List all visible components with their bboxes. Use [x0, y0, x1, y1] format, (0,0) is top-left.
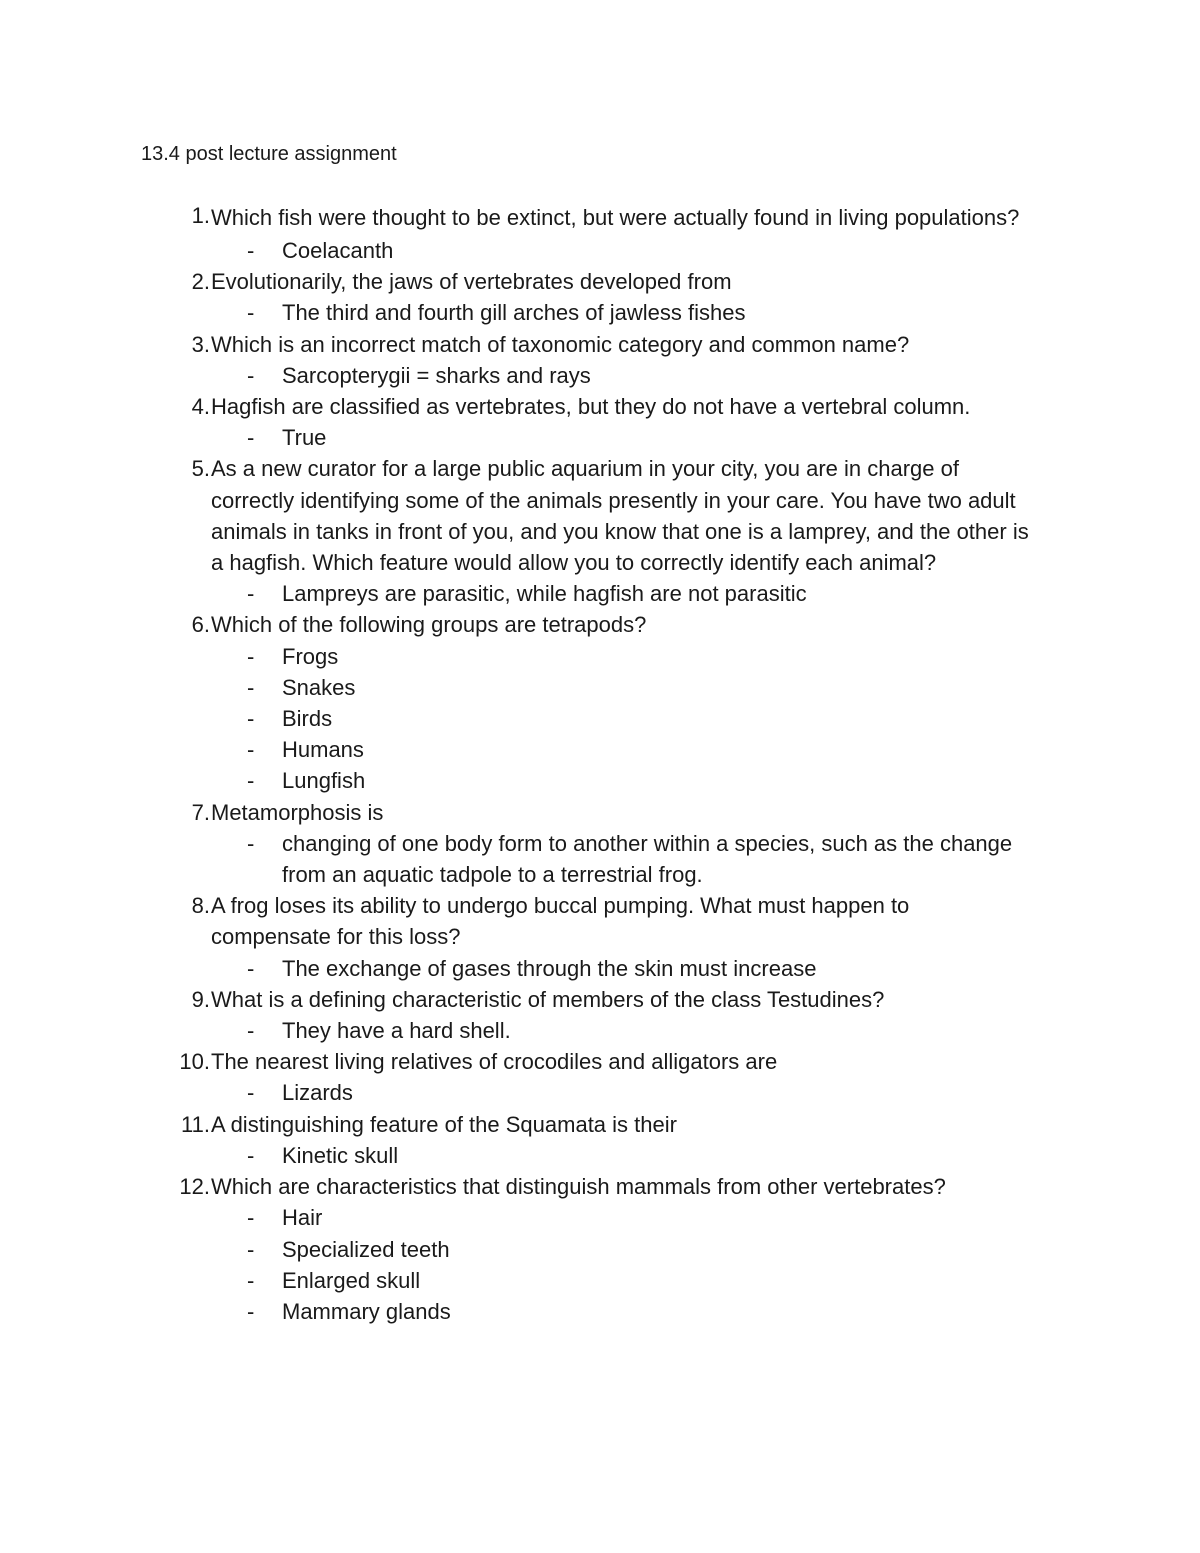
question-item: [0, 329, 1200, 391]
answer-text: changing of one body form to another within a species, such as the change from an aquatic tadpole to a terrestrial frog.: [282, 830, 1013, 888]
answer-text: Hair: [282, 1205, 323, 1231]
question-item: [0, 1171, 1200, 1327]
dash-bullet-icon: -: [247, 706, 255, 732]
question-text: Which of the following groups are tetrapods?: [211, 612, 647, 638]
question-number: 3.: [191, 331, 210, 357]
question-number: 12.: [179, 1174, 210, 1200]
answer-text: Lungfish: [282, 768, 366, 794]
answer-item: [0, 360, 1200, 391]
answer-text: Humans: [282, 737, 364, 763]
question-text: What is a defining characteristic of members of the class Testudines?: [211, 986, 885, 1012]
answer-item: [0, 422, 1200, 453]
dash-bullet-icon: -: [247, 1236, 255, 1262]
dash-bullet-icon: -: [247, 425, 255, 451]
question-item: [0, 266, 1200, 328]
answer-list: [0, 235, 1200, 266]
dash-bullet-icon: -: [247, 955, 255, 981]
answer-text: Lizards: [282, 1080, 353, 1106]
question-number: 10.: [179, 1049, 210, 1075]
question-number: 4.: [191, 394, 210, 420]
answer-item: [0, 1265, 1200, 1296]
answer-list: [0, 578, 1200, 609]
question-item: [0, 1109, 1200, 1171]
answer-text: Enlarged skull: [282, 1267, 421, 1293]
question-item: [0, 890, 1200, 984]
answer-list: [0, 360, 1200, 391]
answer-item: [0, 1077, 1200, 1108]
question-text: As a new curator for a large public aquarium in your city, you are in charge of correctly identifying some of the animals presently in your care. You have two adult animals in tanks in front of you, and you know that one is a lamprey, and the other is a hagfish. Which feature would allow you to correctly identify each animal?: [211, 456, 1029, 576]
dash-bullet-icon: -: [247, 238, 255, 263]
answer-text: Frogs: [282, 643, 339, 669]
question-number: 2.: [191, 269, 210, 295]
dash-bullet-icon: -: [247, 1267, 255, 1293]
answer-item: [0, 235, 1200, 266]
question-item: [0, 200, 1200, 266]
answer-item: [0, 1015, 1200, 1046]
dash-bullet-icon: -: [247, 300, 255, 326]
question-item: [0, 391, 1200, 453]
answer-item: [0, 578, 1200, 609]
question-text: The nearest living relatives of crocodiles and alligators are: [211, 1049, 778, 1075]
dash-bullet-icon: -: [247, 581, 255, 607]
question-item: [0, 609, 1200, 796]
question-item: [0, 797, 1200, 891]
question-item: [0, 1046, 1200, 1108]
dash-bullet-icon: -: [247, 643, 255, 669]
answer-text: Sarcopterygii = sharks and rays: [282, 362, 591, 388]
answer-text: The exchange of gases through the skin must increase: [282, 955, 817, 981]
answer-list: [0, 1140, 1200, 1171]
answer-list: [0, 641, 1200, 797]
answer-item: [0, 1296, 1200, 1327]
document-title: 13.4 post lecture assignment: [141, 143, 397, 165]
question-number: 5.: [191, 456, 210, 482]
answer-list: [0, 953, 1200, 984]
dash-bullet-icon: -: [247, 1142, 255, 1168]
question-text: A distinguishing feature of the Squamata is their: [211, 1111, 677, 1137]
dash-bullet-icon: -: [247, 1205, 255, 1231]
dash-bullet-icon: -: [247, 737, 255, 763]
question-number: 8.: [191, 893, 210, 919]
answer-list: [0, 828, 1200, 890]
question-number: 7.: [191, 799, 210, 825]
answer-list: [0, 422, 1200, 453]
question-text: Evolutionarily, the jaws of vertebrates developed from: [211, 269, 732, 295]
answer-item: [0, 734, 1200, 765]
answer-text: Lampreys are parasitic, while hagfish are not parasitic: [282, 581, 807, 607]
question-list: [0, 200, 1200, 1327]
answer-item: [0, 828, 1200, 890]
answer-text: Kinetic skull: [282, 1142, 399, 1168]
answer-text: The third and fourth gill arches of jawless fishes: [282, 300, 746, 326]
question-text: A frog loses its ability to undergo buccal pumping. What must happen to compensate for this loss?: [211, 893, 910, 950]
answer-text: Snakes: [282, 674, 356, 700]
answer-text: They have a hard shell.: [282, 1018, 511, 1044]
question-text: Metamorphosis is: [211, 799, 384, 825]
answer-item: [0, 1202, 1200, 1233]
dash-bullet-icon: -: [247, 1080, 255, 1106]
answer-item: [0, 641, 1200, 672]
answer-text: Birds: [282, 706, 333, 732]
answer-item: [0, 297, 1200, 328]
question-number: 11.: [181, 1111, 210, 1137]
dash-bullet-icon: -: [247, 674, 255, 700]
question-item: [0, 984, 1200, 1046]
dash-bullet-icon: -: [247, 1018, 255, 1044]
question-text: Which are characteristics that distinguish mammals from other vertebrates?: [211, 1174, 946, 1200]
question-number: 6.: [191, 612, 210, 638]
question-number: 1.: [191, 203, 210, 228]
answer-text: Specialized teeth: [282, 1236, 450, 1262]
dash-bullet-icon: -: [247, 1298, 255, 1324]
answer-text: Coelacanth: [282, 238, 394, 263]
answer-item: [0, 1140, 1200, 1171]
answer-item: [0, 953, 1200, 984]
question-text: Which fish were thought to be extinct, but were actually found in living populations?: [211, 205, 1020, 230]
answer-list: [0, 1202, 1200, 1327]
question-text: Which is an incorrect match of taxonomic category and common name?: [211, 331, 910, 357]
answer-item: [0, 672, 1200, 703]
answer-item: [0, 1234, 1200, 1265]
answer-list: [0, 1015, 1200, 1046]
answer-list: [0, 1077, 1200, 1108]
answer-item: [0, 703, 1200, 734]
answer-text: Mammary glands: [282, 1298, 451, 1324]
dash-bullet-icon: -: [247, 768, 255, 794]
answer-list: [0, 297, 1200, 328]
question-text: Hagfish are classified as vertebrates, but they do not have a vertebral column.: [211, 394, 971, 420]
answer-text: True: [282, 425, 327, 451]
question-number: 9.: [191, 986, 210, 1012]
dash-bullet-icon: -: [247, 830, 255, 856]
dash-bullet-icon: -: [247, 362, 255, 388]
question-item: [0, 453, 1200, 609]
answer-item: [0, 765, 1200, 796]
